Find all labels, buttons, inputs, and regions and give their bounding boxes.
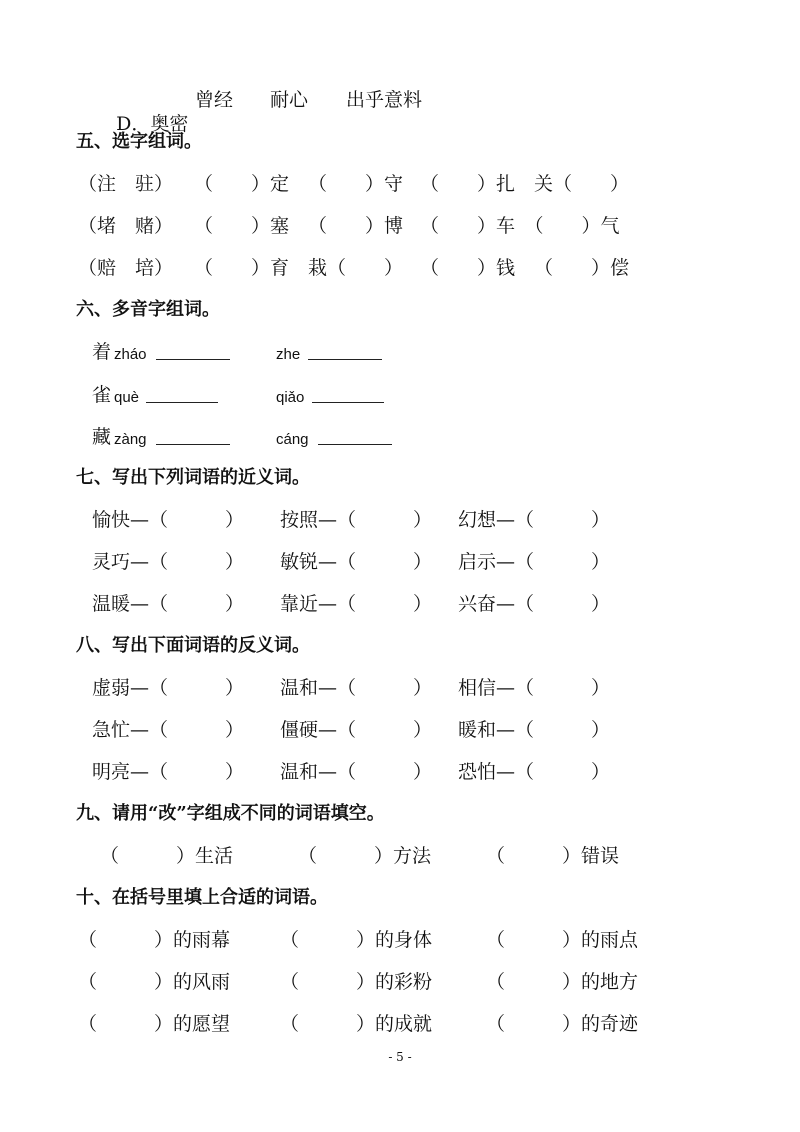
s6-r1-char: 着 bbox=[92, 341, 112, 363]
s8-r3-c2: 温和—（ ） bbox=[280, 761, 433, 783]
s8-r3-c1: 明亮—（ ） bbox=[92, 761, 245, 783]
s6-r1-blank-1[interactable] bbox=[156, 359, 230, 360]
s6-r2-pinyin-2: qiǎo bbox=[276, 389, 305, 406]
s5-r3-c2: （ ）育 栽（ ） bbox=[194, 257, 404, 279]
s9-item-2: （ ）方法 bbox=[298, 845, 432, 867]
s9-item-1: （ ）生活 bbox=[100, 845, 234, 867]
s5-r2-c4: （ ）车 （ ）气 bbox=[420, 215, 620, 237]
s6-r2-pinyin-1: què bbox=[114, 389, 140, 406]
s5-r2-c1: （堵 赌） bbox=[78, 215, 174, 237]
option-d-word-2: 曾经 bbox=[195, 89, 234, 111]
s5-r1-c2: （ ）定 bbox=[194, 173, 290, 195]
s5-r3-c3: （ ）钱 bbox=[420, 257, 516, 279]
s7-r3-c2: 靠近—（ ） bbox=[280, 593, 433, 615]
s8-r2-c3: 暖和—（ ） bbox=[458, 719, 611, 741]
s7-r2-c2: 敏锐—（ ） bbox=[280, 551, 433, 573]
s6-r3-pinyin-2: cáng bbox=[276, 431, 309, 448]
s7-r1-c2: 按照—（ ） bbox=[280, 509, 433, 531]
s7-r1-c3: 幻想—（ ） bbox=[458, 509, 611, 531]
s5-r1-c3: （ ）守 bbox=[308, 173, 404, 195]
s6-r3-blank-1[interactable] bbox=[156, 444, 230, 445]
s6-r3-pinyin-1: zàng bbox=[114, 431, 147, 448]
s6-r2-blank-1[interactable] bbox=[146, 402, 218, 403]
s10-r1-c3: （ ）的雨点 bbox=[486, 929, 639, 951]
s8-r1-c3: 相信—（ ） bbox=[458, 677, 611, 699]
section-5-title: 五、选字组词。 bbox=[76, 131, 202, 152]
section-7-title: 七、写出下列词语的近义词。 bbox=[76, 467, 310, 488]
s10-r2-c3: （ ）的地方 bbox=[486, 971, 639, 993]
s6-r1-pinyin-1: zháo bbox=[114, 346, 147, 363]
option-d-word-3: 耐心 bbox=[270, 89, 309, 111]
s6-row-2 bbox=[0, 383, 800, 409]
s10-r2-c2: （ ）的彩粉 bbox=[280, 971, 433, 993]
section-6-title: 六、多音字组词。 bbox=[76, 299, 220, 320]
s10-r1-c1: （ ）的雨幕 bbox=[78, 929, 231, 951]
page-number: - 5 - bbox=[388, 1050, 412, 1064]
s7-r1-c1: 愉快—（ ） bbox=[92, 509, 245, 531]
s8-r1-c2: 温和—（ ） bbox=[280, 677, 433, 699]
s5-r2-c2: （ ）塞 bbox=[194, 215, 290, 237]
s8-r2-c2: 僵硬—（ ） bbox=[280, 719, 433, 741]
option-d-label: D． bbox=[116, 113, 151, 135]
s6-row-3 bbox=[0, 425, 800, 451]
s8-r2-c1: 急忙—（ ） bbox=[92, 719, 245, 741]
section-10-title: 十、在括号里填上合适的词语。 bbox=[76, 887, 328, 908]
s5-r1-c1: （注 驻） bbox=[78, 173, 174, 195]
s10-r3-c2: （ ）的成就 bbox=[280, 1013, 433, 1035]
s6-row-1 bbox=[0, 340, 800, 366]
section-8-title: 八、写出下面词语的反义词。 bbox=[76, 635, 310, 656]
option-d-word-1: 奥密 bbox=[150, 113, 189, 135]
s10-r3-c3: （ ）的奇迹 bbox=[486, 1013, 639, 1035]
s5-r2-c3: （ ）博 bbox=[308, 215, 404, 237]
s8-r1-c1: 虚弱—（ ） bbox=[92, 677, 245, 699]
s10-r1-c2: （ ）的身体 bbox=[280, 929, 433, 951]
s6-r1-pinyin-2: zhe bbox=[276, 346, 301, 363]
s6-r1-blank-2[interactable] bbox=[308, 359, 382, 360]
s6-r2-blank-2[interactable] bbox=[312, 402, 384, 403]
section-9-title: 九、请用“改”字组成不同的词语填空。 bbox=[76, 803, 385, 824]
s7-r2-c3: 启示—（ ） bbox=[458, 551, 611, 573]
s10-r2-c1: （ ）的风雨 bbox=[78, 971, 231, 993]
s6-r3-blank-2[interactable] bbox=[318, 444, 392, 445]
s7-r3-c1: 温暖—（ ） bbox=[92, 593, 245, 615]
s9-item-3: （ ）错误 bbox=[486, 845, 620, 867]
s10-r3-c1: （ ）的愿望 bbox=[78, 1013, 231, 1035]
s7-r3-c3: 兴奋—（ ） bbox=[458, 593, 611, 615]
option-d-word-4: 出乎意料 bbox=[346, 89, 423, 111]
s5-r3-c1: （赔 培） bbox=[78, 257, 174, 279]
s7-r2-c1: 灵巧—（ ） bbox=[92, 551, 245, 573]
s8-r3-c3: 恐怕—（ ） bbox=[458, 761, 611, 783]
s5-r1-c4: （ ）扎 关（ ） bbox=[420, 173, 630, 195]
s5-r3-c4: （ ）偿 bbox=[534, 257, 630, 279]
s6-r2-char: 雀 bbox=[92, 384, 112, 406]
s6-r3-char: 藏 bbox=[92, 426, 112, 448]
